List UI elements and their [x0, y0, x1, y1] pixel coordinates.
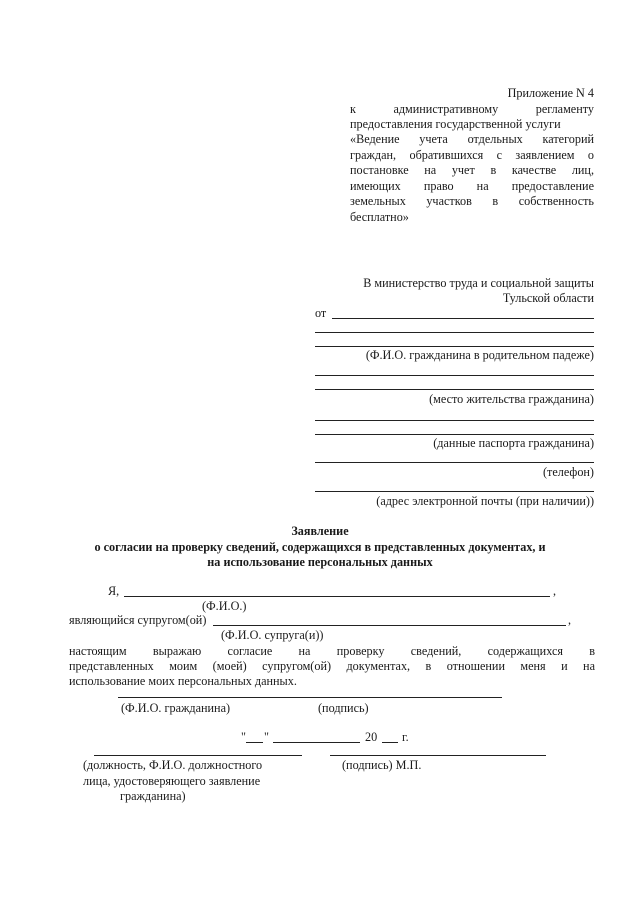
official-line	[94, 755, 302, 756]
appendix-line-7: земельных участков в собственность	[350, 194, 594, 208]
phone-caption: (телефон)	[542, 465, 594, 479]
name-line-2	[315, 332, 594, 333]
email-caption: (адрес электронной почты (при наличии))	[376, 494, 594, 508]
consent-para-line-2: представленных моим (моей) супругом(ой) документах, в отношении меня и на	[69, 659, 595, 673]
citizen-sign-caption: (подпись)	[318, 701, 369, 715]
appendix-line-3: «Ведение учета отдельных категорий	[350, 132, 594, 146]
residence-caption: (место жительства гражданина)	[429, 392, 594, 406]
title-line-2: о согласии на проверку сведений, содержащихся в представленных документах, и	[94, 540, 546, 554]
residence-line-1	[315, 375, 594, 376]
title-line-3: на использование персональных данных	[207, 555, 433, 569]
spouse-comma: ,	[568, 613, 572, 627]
official-caption-3: гражданина)	[120, 789, 186, 803]
date-day-line	[246, 742, 263, 743]
appendix-line-6: имеющих право на предоставление	[350, 179, 594, 193]
phone-line	[315, 462, 594, 463]
name-line-3	[315, 346, 594, 347]
addressee-line-1: В министерство труда и социальной защиты	[363, 276, 594, 290]
date-month-line	[273, 742, 360, 743]
appendix-number: Приложение N 4	[507, 86, 594, 100]
fio-line	[124, 596, 550, 597]
consent-para-line-1: настоящим выражаю согласие на проверку сведений, содержащихся в	[69, 644, 595, 658]
official-sign-line	[330, 755, 546, 756]
spouse-caption: (Ф.И.О. супруга(и))	[221, 628, 324, 642]
official-caption-2: лица, удостоверяющего заявление	[83, 774, 261, 788]
date-quote-open: "	[241, 730, 246, 744]
spouse-label: являющийся супругом(ой)	[69, 613, 207, 627]
from-line	[332, 318, 594, 319]
appendix-line-2: предоставления государственной услуги	[350, 117, 561, 131]
date-year-line	[382, 742, 398, 743]
date-year-prefix: 20	[365, 730, 378, 744]
appendix-line-8: бесплатно»	[350, 210, 409, 224]
fio-comma: ,	[553, 584, 557, 598]
appendix-line-4: граждан, обратившихся с заявлением о	[350, 148, 594, 162]
date-year-suffix: г.	[402, 730, 409, 744]
citizen-caption: (Ф.И.О. гражданина)	[121, 701, 231, 715]
title-line-1: Заявление	[291, 524, 349, 538]
official-sign-caption: (подпись) М.П.	[342, 758, 422, 772]
name-caption: (Ф.И.О. гражданина в родительном падеже)	[365, 348, 594, 362]
passport-line-2	[315, 434, 594, 435]
appendix-line-1: к административному регламенту	[350, 102, 594, 116]
consent-para-line-3: использование моих персональных данных.	[69, 674, 297, 688]
residence-line-2	[315, 389, 594, 390]
from-label: от	[315, 306, 327, 320]
spouse-line	[213, 625, 566, 626]
date-quote-close: "	[264, 730, 269, 744]
passport-caption: (данные паспорта гражданина)	[433, 436, 594, 450]
passport-line-1	[315, 420, 594, 421]
fio-caption: (Ф.И.О.)	[202, 599, 247, 613]
email-line	[315, 491, 594, 492]
official-caption-1: (должность, Ф.И.О. должностного	[83, 758, 263, 772]
citizen-sign-line	[118, 697, 502, 698]
appendix-line-5: постановке на учет в качестве лиц,	[350, 163, 594, 177]
i-label: Я,	[108, 584, 120, 598]
addressee-line-2: Тульской области	[502, 291, 594, 305]
